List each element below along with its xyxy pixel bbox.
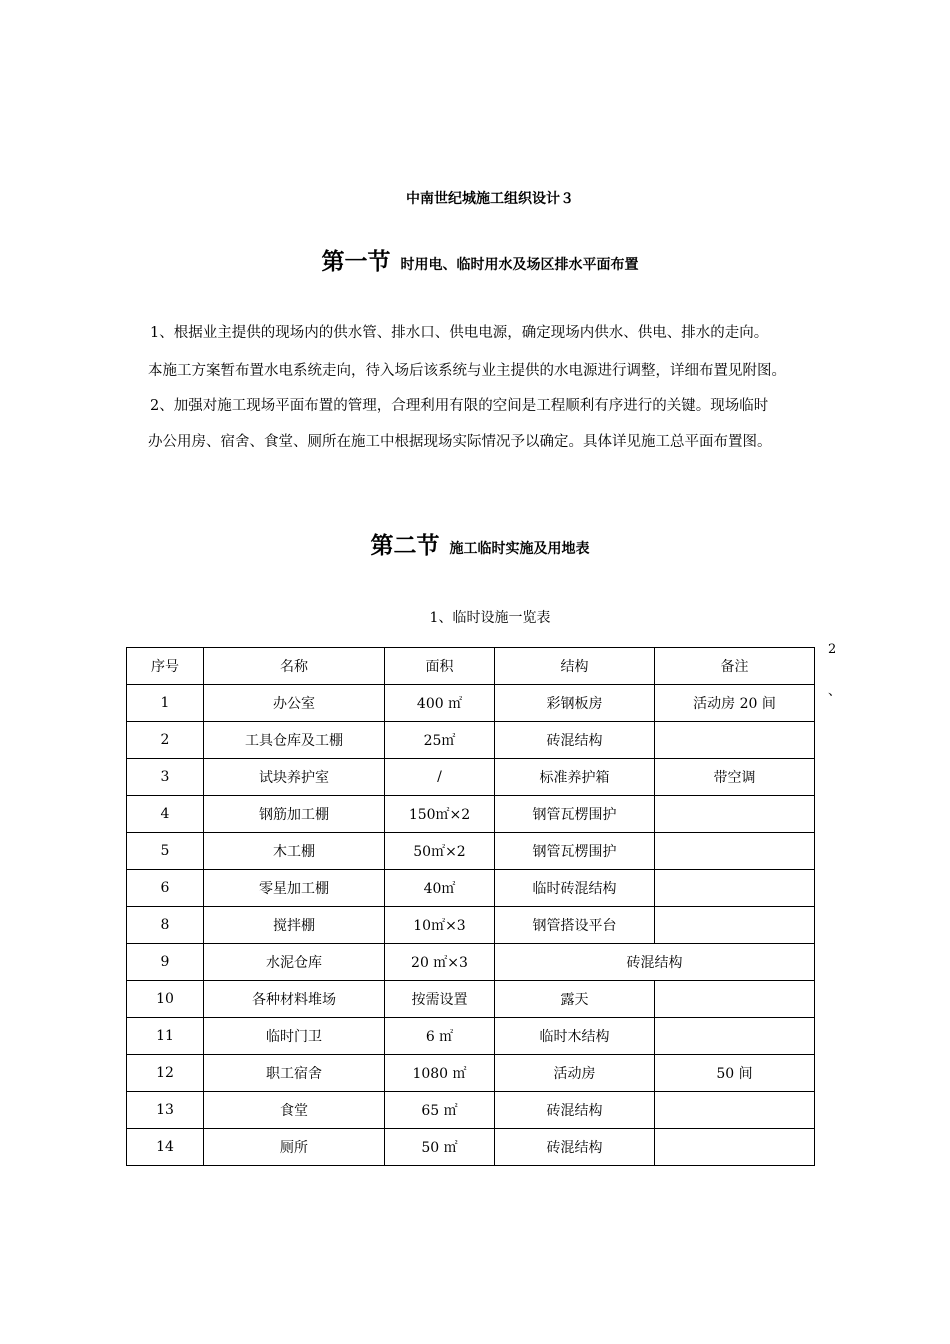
cell-no: 4	[127, 796, 204, 833]
cell-remark: 活动房 20 间	[655, 685, 815, 722]
cell-no: 1	[127, 685, 204, 722]
header-remark: 备注	[655, 648, 815, 685]
cell-name: 食堂	[204, 1092, 385, 1129]
cell-name: 木工棚	[204, 833, 385, 870]
cell-structure: 活动房	[495, 1055, 655, 1092]
cell-remark: 50 间	[655, 1055, 815, 1092]
section1-paragraph-line-3: 2、加强对施工现场平面布置的管理，合理利用有限的空间是工程顺利有序进行的关键。现场临时	[150, 398, 769, 414]
section2-number: 第二节	[370, 533, 440, 559]
cell-remark	[655, 870, 815, 907]
header-no: 序号	[127, 648, 204, 685]
cell-name: 临时门卫	[204, 1018, 385, 1055]
cell-name: 工具仓库及工棚	[204, 722, 385, 759]
section1-number: 第一节	[321, 249, 391, 275]
cell-name: 试块养护室	[204, 759, 385, 796]
cell-name: 厕所	[204, 1129, 385, 1166]
header-name: 名称	[204, 648, 385, 685]
cell-structure: 临时木结构	[495, 1018, 655, 1055]
section1-paragraph-line-1: 1、根据业主提供的现场内的供水管、排水口、供电电源，确定现场内供水、供电、排水的走向。	[150, 325, 769, 341]
side-note-mark: 、	[828, 684, 842, 699]
section2-heading	[0, 527, 950, 560]
cell-no: 3	[127, 759, 204, 796]
cell-area: 10㎡×3	[385, 907, 495, 944]
cell-remark	[655, 1018, 815, 1055]
header-structure: 结构	[495, 648, 655, 685]
cell-area: 65 ㎡	[385, 1092, 495, 1129]
document-title: 中南世纪城施工组织设计３	[406, 191, 574, 207]
table-row	[127, 907, 815, 944]
cell-structure: 标准养护箱	[495, 759, 655, 796]
cell-name: 职工宿舍	[204, 1055, 385, 1092]
cell-name: 水泥仓库	[204, 944, 385, 981]
cell-area: 50 ㎡	[385, 1129, 495, 1166]
cell-remark: 带空调	[655, 759, 815, 796]
cell-area: 400 ㎡	[385, 685, 495, 722]
cell-no: 8	[127, 907, 204, 944]
cell-remark	[655, 1129, 815, 1166]
cell-remark	[655, 1092, 815, 1129]
section1-title: 时用电、临时用水及场区排水平面布置	[400, 257, 639, 273]
section1-paragraph-line-4: 办公用房、宿舍、食堂、厕所在施工中根据现场实际情况予以确定。具体详见施工总平面布置图。	[148, 434, 772, 450]
cell-name: 零星加工棚	[204, 870, 385, 907]
header-area: 面积	[385, 648, 495, 685]
cell-area: 150㎡×2	[385, 796, 495, 833]
cell-structure: 临时砖混结构	[495, 870, 655, 907]
cell-structure: 砖混结构	[495, 1092, 655, 1129]
cell-no: 12	[127, 1055, 204, 1092]
cell-area: 1080 ㎡	[385, 1055, 495, 1092]
cell-no: 14	[127, 1129, 204, 1166]
cell-area: 50㎡×2	[385, 833, 495, 870]
section1-paragraph-line-2: 本施工方案暂布置水电系统走向，待入场后该系统与业主提供的水电源进行调整，详细布置见附图。	[148, 363, 786, 379]
cell-structure: 砖混结构	[495, 944, 815, 981]
table-row	[127, 981, 815, 1018]
cell-area: 6 ㎡	[385, 1018, 495, 1055]
cell-structure: 钢管瓦楞围护	[495, 833, 655, 870]
table-row	[127, 759, 815, 796]
cell-no: 6	[127, 870, 204, 907]
cell-remark	[655, 722, 815, 759]
table-caption: 1、临时设施一览表	[429, 610, 551, 626]
cell-area: /	[385, 759, 495, 796]
table-header-row	[127, 648, 815, 685]
cell-structure: 砖混结构	[495, 722, 655, 759]
facilities-table	[126, 647, 815, 1166]
cell-name: 钢筋加工棚	[204, 796, 385, 833]
cell-area: 25㎡	[385, 722, 495, 759]
cell-structure: 钢管搭设平台	[495, 907, 655, 944]
cell-area: 按需设置	[385, 981, 495, 1018]
cell-remark	[655, 833, 815, 870]
cell-name: 搅拌棚	[204, 907, 385, 944]
table-row	[127, 944, 815, 981]
cell-area: 20 ㎡×3	[385, 944, 495, 981]
cell-remark	[655, 981, 815, 1018]
table-row	[127, 1092, 815, 1129]
section1-heading	[0, 243, 950, 276]
cell-remark	[655, 796, 815, 833]
cell-no: 9	[127, 944, 204, 981]
side-note-number: 2	[828, 642, 837, 657]
cell-area: 40㎡	[385, 870, 495, 907]
cell-structure: 钢管瓦楞围护	[495, 796, 655, 833]
table-row	[127, 1055, 815, 1092]
cell-structure: 露天	[495, 981, 655, 1018]
cell-structure: 砖混结构	[495, 1129, 655, 1166]
table-row	[127, 722, 815, 759]
cell-name: 各种材料堆场	[204, 981, 385, 1018]
table-row	[127, 870, 815, 907]
table-row	[127, 1018, 815, 1055]
table-row	[127, 796, 815, 833]
cell-no: 11	[127, 1018, 204, 1055]
cell-no: 13	[127, 1092, 204, 1129]
section2-title: 施工临时实施及用地表	[449, 541, 590, 557]
cell-remark	[655, 907, 815, 944]
cell-no: 10	[127, 981, 204, 1018]
table-row	[127, 1129, 815, 1166]
cell-name: 办公室	[204, 685, 385, 722]
cell-no: 2	[127, 722, 204, 759]
cell-structure: 彩钢板房	[495, 685, 655, 722]
cell-no: 5	[127, 833, 204, 870]
table-row	[127, 833, 815, 870]
table-row	[127, 685, 815, 722]
